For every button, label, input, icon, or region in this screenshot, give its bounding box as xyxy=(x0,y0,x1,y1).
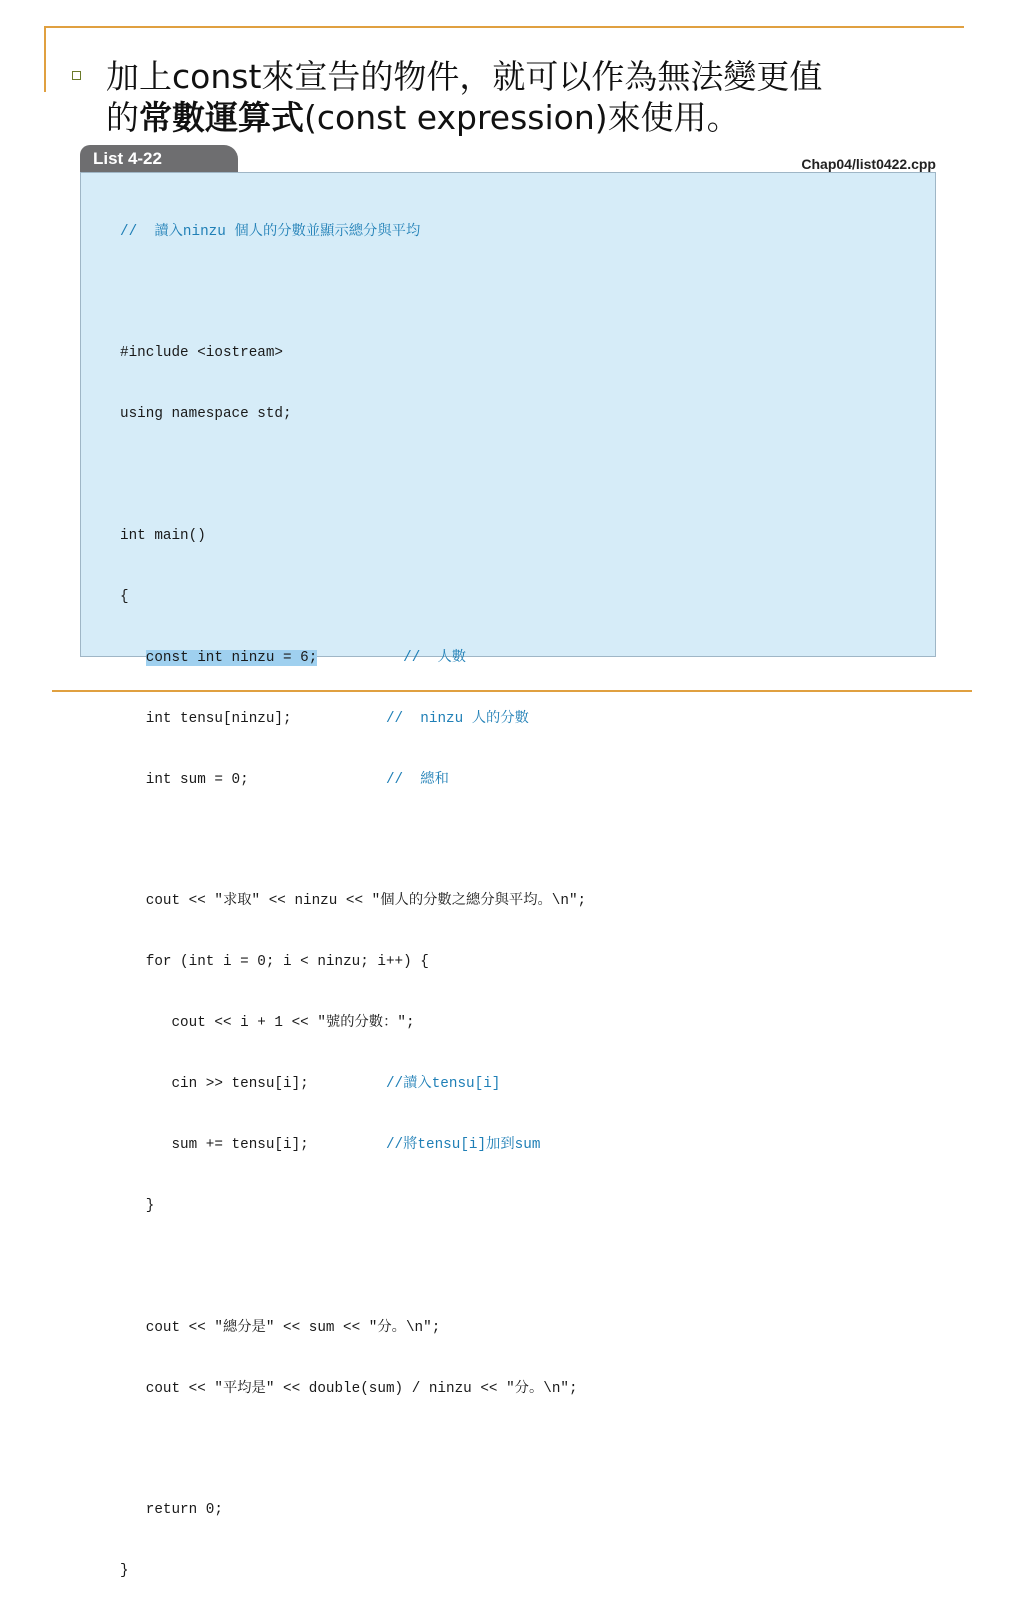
code-line: int main() xyxy=(120,528,206,545)
code-line xyxy=(120,1135,586,1155)
code-block xyxy=(120,181,586,1622)
bullet-text xyxy=(106,56,822,138)
code-box xyxy=(80,172,936,1580)
code-line: } xyxy=(120,1197,155,1214)
code-comment: // 總和 xyxy=(385,771,449,788)
listing-tab: List 4-22 xyxy=(80,145,238,173)
bullet-line-2 xyxy=(106,97,822,138)
code-indent xyxy=(120,650,146,666)
code-blank-line xyxy=(120,831,586,851)
hollow-square-bullet-icon xyxy=(72,71,81,80)
code-text: int sum = 0; xyxy=(120,771,386,788)
code-blank-line xyxy=(120,465,586,485)
code-line: } xyxy=(120,1563,129,1580)
code-comment: //將tensu[i]加到sum xyxy=(385,1136,541,1153)
code-comment: // 人數 xyxy=(403,649,467,666)
code-line-comment: // 讀入ninzu 個人的分數並顯示總分與平均 xyxy=(120,223,421,240)
code-line: for (int i = 0; i < ninzu; i++) { xyxy=(120,954,429,971)
code-line: return 0; xyxy=(120,1502,223,1519)
code-text: cin >> tensu[i]; xyxy=(120,1076,386,1093)
code-listing xyxy=(80,145,936,1580)
code-line: cout << "總分是" << sum << "分。\n"; xyxy=(120,1319,441,1336)
code-blank-line xyxy=(120,282,586,302)
code-line: { xyxy=(120,588,129,605)
highlighted-const-declaration: const int ninzu = 6; xyxy=(145,649,318,666)
code-line: using namespace std; xyxy=(120,406,292,423)
text-segment-const: const xyxy=(172,57,262,96)
text-segment: 的 xyxy=(106,98,139,137)
text-segment: 加上 xyxy=(106,57,172,96)
listing-filename: Chap04/list0422.cpp xyxy=(801,156,936,172)
frame-top-rule xyxy=(44,26,964,28)
text-segment: 來使用。 xyxy=(607,98,740,137)
bullet-line-1 xyxy=(106,56,822,97)
code-line xyxy=(120,770,586,790)
code-blank-line xyxy=(120,1439,586,1459)
code-blank-line xyxy=(120,1257,586,1277)
code-line xyxy=(120,709,586,729)
code-line xyxy=(120,1074,586,1094)
code-comment: //讀入tensu[i] xyxy=(385,1076,501,1093)
bold-term: 常數運算式 xyxy=(139,98,304,137)
text-segment: (const expression) xyxy=(304,98,608,137)
frame-left-rule xyxy=(44,26,46,92)
code-line: cout << "求取" << ninzu << "個人的分數之總分與平均。\n"; xyxy=(120,893,587,910)
text-segment: 來宣告的物件，就可以作為無法變更值 xyxy=(261,57,823,96)
code-line: #include <iostream> xyxy=(120,345,284,362)
code-line: cout << "平均是" << double(sum) / ninzu << "分。\n"; xyxy=(120,1380,578,1397)
code-text: int tensu[ninzu]; xyxy=(120,710,386,727)
code-line: cout << i + 1 << "號的分數："; xyxy=(120,1015,415,1032)
code-comment: // ninzu 人的分數 xyxy=(385,710,529,727)
code-padding xyxy=(317,650,403,666)
code-text: sum += tensu[i]; xyxy=(120,1136,386,1153)
code-line xyxy=(120,648,586,668)
